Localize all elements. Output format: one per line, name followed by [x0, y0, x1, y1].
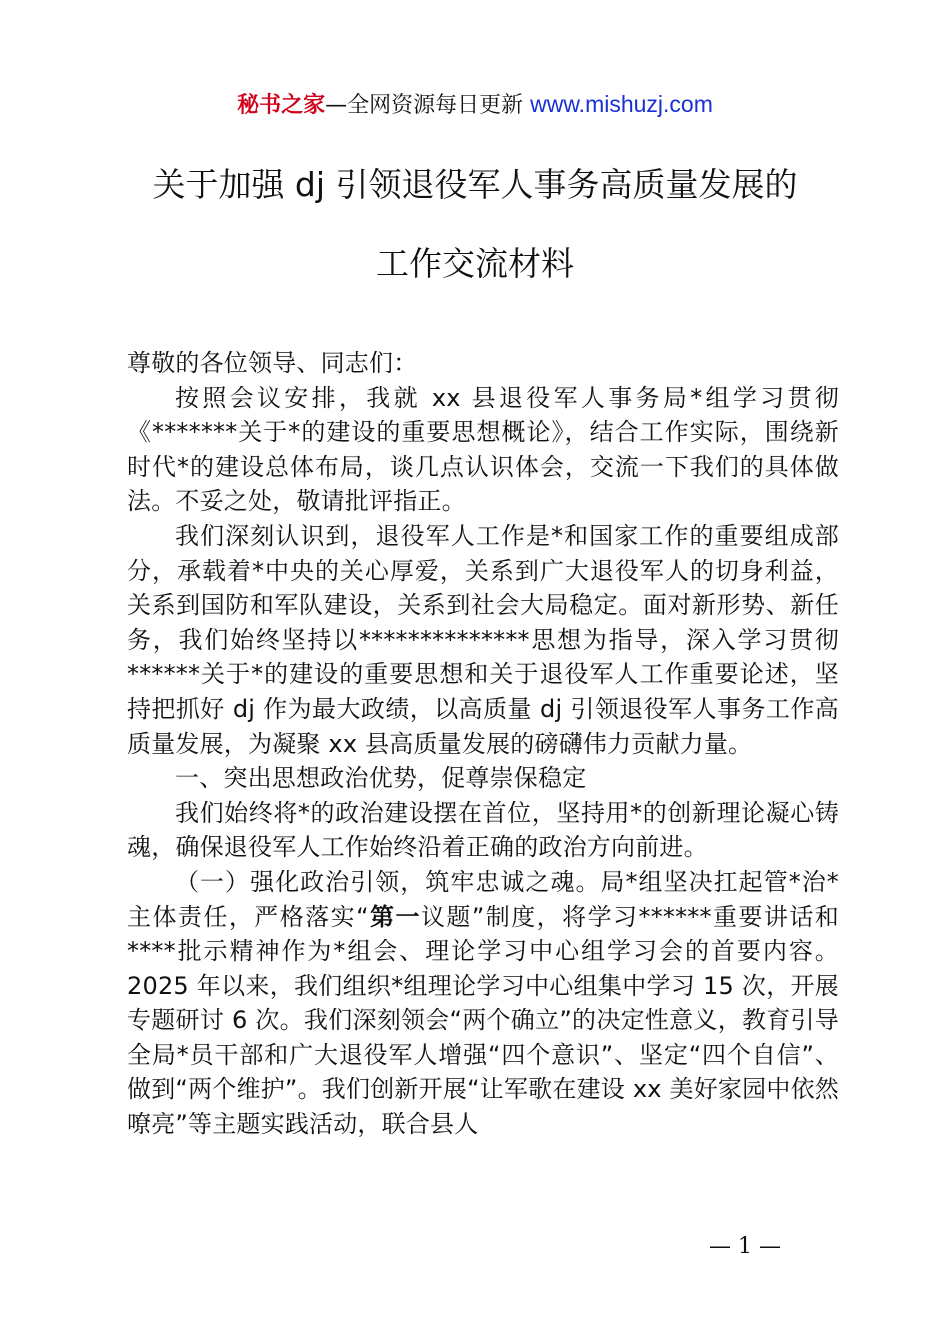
- header-site-url[interactable]: www.mishuzj.com: [530, 91, 713, 117]
- site-header: [0, 88, 950, 122]
- header-tagline: —全网资源每日更新: [325, 93, 531, 118]
- paragraph-4: [127, 865, 839, 1142]
- paragraph-3: 我们始终将*的政治建设摆在首位，坚持用*的创新理论凝心铸魂，确保退役军人工作始终沿着正确的政治方向前进。: [127, 798, 839, 862]
- paragraph-4-part-a: （一）强化政治引领，筑牢忠诚之魂。局*组坚决扛起管*治*主体责任，严格落实“: [127, 867, 839, 931]
- page-number: — 1 —: [709, 1234, 781, 1259]
- paragraph-1: 按照会议安排，我就 xx 县退役军人事务局*组学习贯彻《*******关于*的建设的重要思想概论》，结合工作实际，围绕新时代*的建设总体布局，谈几点认识体会，交流一下我们的具体做法。不妥之处，敬请批评指正。: [127, 383, 839, 516]
- paragraph-4-part-c: 议题”制度，将学习******重要讲话和****批示精神作为*组会、理论学习中心组学习会的首要内容。2025 年以来，我们组织*组理论学习中心组集中学习 15 次，开展专题研讨 6 次。我们深刻领会“两个确立”的决定性意义，教育引导全局*员干部和广大退役军人增强“四个意识”、坚定“四个自信”、做到“两个维护”。我们创新开展“让军歌在建设 xx 美好家园中依然嘹亮”等主题实践活动，联合县人: [127, 902, 840, 1139]
- paragraph-2: 我们深刻认识到，退役军人工作是*和国家工作的重要组成部分，承载着*中央的关心厚爱，关系到广大退役军人的切身利益，关系到国防和军队建设，关系到社会大局稳定。面对新形势、新任务，我们始终坚持以**************思想为指导，深入学习贯彻******关于*的建设的重要思想和关于退役军人工作重要论述，坚持把抓好 dj 作为最大政绩，以高质量 dj 引领退役军人事务工作高质量发展，为凝聚 xx 县高质量发展的磅礴伟力贡献力量。: [127, 521, 839, 758]
- document-body: [127, 346, 839, 1142]
- title-line-2: 工作交流材料: [376, 244, 574, 283]
- salutation: 尊敬的各位领导、同志们：: [127, 349, 418, 377]
- section-heading-1: 一、突出思想政治优势，促尊崇保稳定: [175, 764, 587, 793]
- title-line-1: 关于加强 dj 引领退役军人事务高质量发展的: [152, 165, 798, 204]
- document-title: [60, 160, 890, 289]
- header-brand: 秘书之家: [237, 93, 326, 118]
- paragraph-4-bold-phrase: 第一: [368, 902, 421, 931]
